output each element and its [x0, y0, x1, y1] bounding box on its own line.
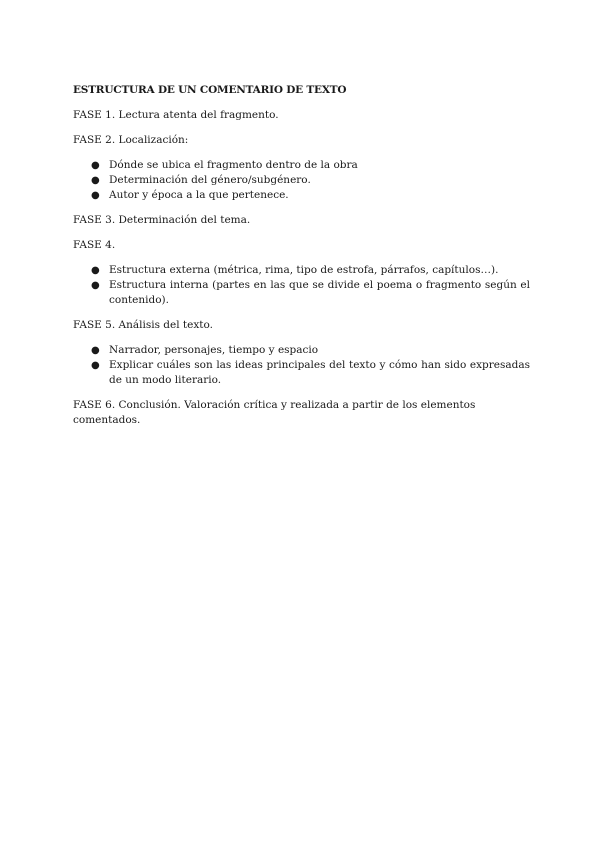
fase-1: FASE 1. Lectura atenta del fragmento.	[73, 109, 279, 121]
list-item	[73, 173, 530, 188]
list-item	[73, 278, 530, 308]
bullet-icon: ●	[91, 265, 100, 276]
fase-3: FASE 3. Determinación del tema.	[73, 214, 251, 226]
list-item	[73, 188, 530, 203]
list-item-text: Estructura interna (partes en las que se divide el poema o fragmento según el contenido).	[109, 279, 530, 306]
list-item-text: Narrador, personajes, tiempo y espacio	[109, 344, 319, 356]
bullet-icon: ●	[91, 345, 100, 356]
list-item	[73, 263, 530, 278]
bullet-icon: ●	[91, 360, 100, 371]
fase-4-heading: FASE 4.	[73, 239, 116, 251]
bullet-icon: ●	[91, 280, 100, 291]
fase-2-heading: FASE 2. Localización:	[73, 134, 189, 146]
bullet-icon: ●	[91, 175, 100, 186]
fase-2-list	[73, 158, 530, 203]
list-item	[73, 343, 530, 358]
list-item-text: Dónde se ubica el fragmento dentro de la obra	[109, 159, 358, 171]
bullet-icon: ●	[91, 160, 100, 171]
list-item	[73, 158, 530, 173]
fase-5-list	[73, 343, 530, 388]
list-item-text: Explicar cuáles son las ideas principales del texto y cómo han sido expresadas de un modo literario.	[109, 359, 530, 386]
fase-4-list	[73, 263, 530, 308]
document-title: ESTRUCTURA DE UN COMENTARIO DE TEXTO	[73, 84, 347, 96]
fase-5-heading: FASE 5. Análisis del texto.	[73, 319, 213, 331]
list-item	[73, 358, 530, 388]
list-item-text: Autor y época a la que pertenece.	[109, 189, 289, 201]
list-item-text: Estructura externa (métrica, rima, tipo de estrofa, párrafos, capítulos…).	[109, 264, 499, 276]
list-item-text: Determinación del género/subgénero.	[109, 174, 311, 186]
fase-6: FASE 6. Conclusión. Valoración crítica y realizada a partir de los elementos comentados.	[73, 399, 476, 426]
bullet-icon: ●	[91, 190, 100, 201]
